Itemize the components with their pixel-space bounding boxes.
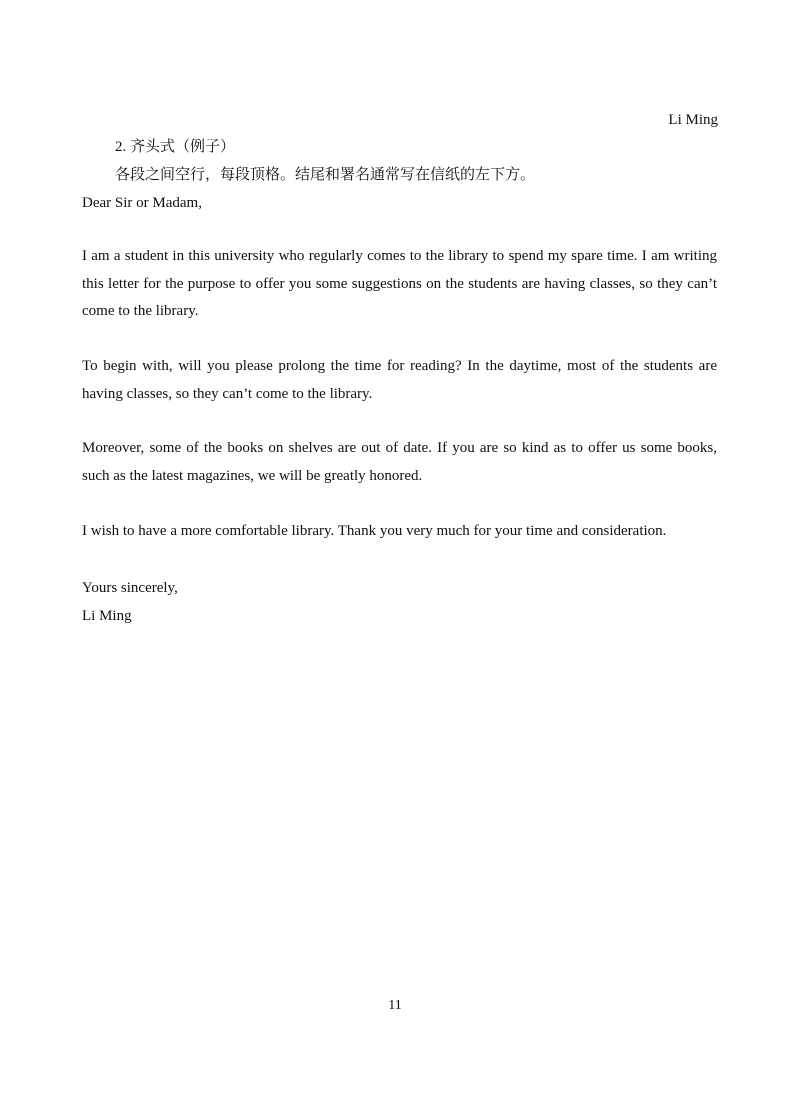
section-note: 各段之间空行，每段顶格。结尾和署名通常写在信纸的左下方。 [115,167,536,183]
letter-paragraph: I am a student in this university who regularly comes to the library to spend my spare time. I am writing this letter for the purpose to offer you some suggestions on the students are having classes, so they can’t come to the library. [82,248,717,319]
letter-salutation: Dear Sir or Madam, [82,195,202,211]
section-heading: 2. 齐头式（例子） [115,139,236,155]
previous-letter-signature: Li Ming [668,112,718,128]
letter-paragraph: I wish to have a more comfortable library. Thank you very much for your time and consideration. [82,523,667,539]
letter-paragraph: To begin with, will you please prolong the time for reading? In the daytime, most of the students are having classes, so they can’t come to the library. [82,358,717,402]
letter-signature: Li Ming [82,608,132,624]
letter-closing: Yours sincerely, [82,580,178,596]
page-number: 11 [388,998,402,1013]
letter-paragraph: Moreover, some of the books on shelves are out of date. If you are so kind as to offer us some books, such as the latest magazines, we will be greatly honored. [82,440,717,484]
